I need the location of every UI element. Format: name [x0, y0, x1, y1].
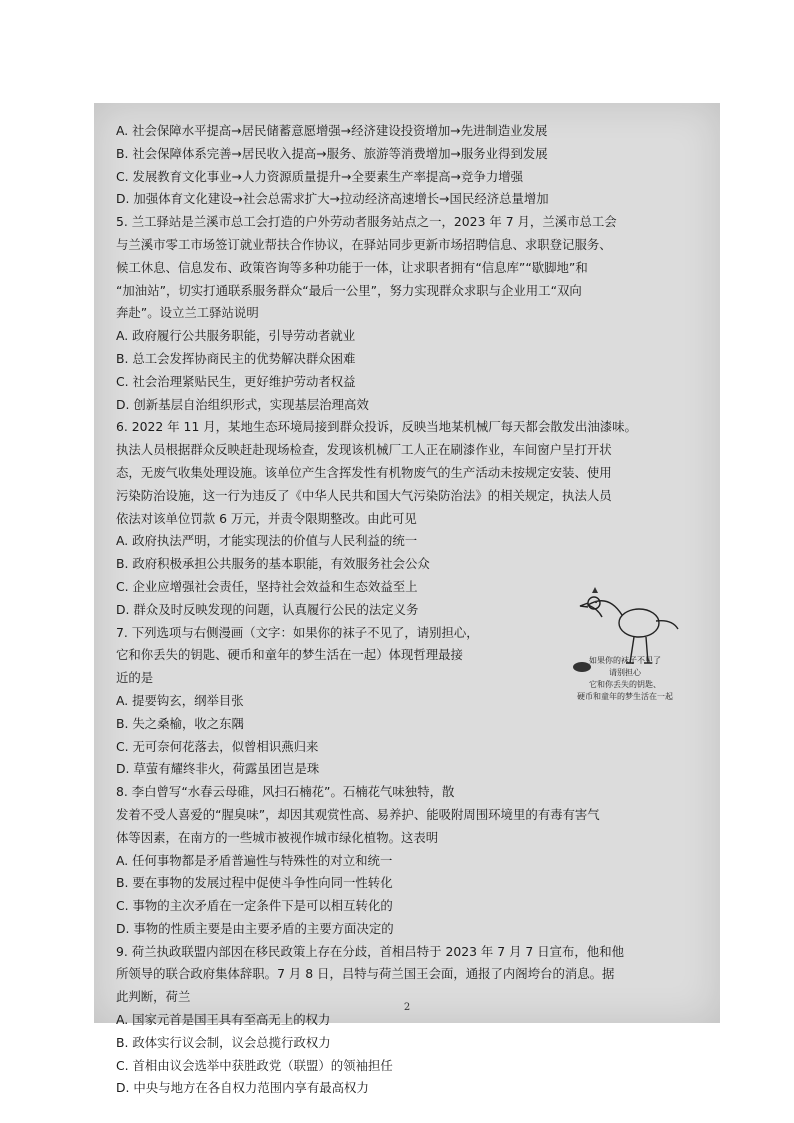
comic-caption: [540, 655, 710, 703]
question-stem-line: 与兰溪市零工市场签订就业帮扶合作协议，在驿站同步更新市场招聘信息、求职登记服务、: [116, 236, 612, 252]
question-8: [116, 781, 716, 941]
question-stem-line: 5. 兰工驿站是兰溪市总工会打造的户外劳动者服务站点之一，2023 年 7 月，兰溪市总工会: [116, 214, 617, 230]
question-stem-line: 7. 下列选项与右侧漫画（文字：如果你的袜子不见了，请别担心，: [116, 624, 479, 640]
question-stem-line: 它和你丢失的钥匙、硬币和童年的梦生活在一起）体现哲理最接: [116, 647, 463, 663]
option-d: D. 中央与地方在各自权力范围内享有最高权力: [116, 1080, 369, 1096]
option-b: B. 失之桑榆，收之东隅: [116, 715, 244, 731]
option-c: C. 事物的主次矛盾在一定条件下是可以相互转化的: [116, 898, 393, 914]
question-9: [116, 941, 716, 1101]
question-stem-line: 污染防治设施，这一行为违反了《中华人民共和国大气污染防治法》的相关规定，执法人员: [116, 487, 612, 503]
question-stem-line: 依法对该单位罚款 6 万元，并责令限期整改。由此可见: [116, 510, 417, 526]
comic-caption-line: 请别担心: [609, 668, 641, 677]
question-stem-line: “加油站”，切实打通联系服务群众“最后一公里”，努力实现群众求职与企业用工“双向: [116, 282, 582, 298]
question-stem-line: 体等因素，在南方的一些城市被视作城市绿化植物。这表明: [116, 829, 439, 845]
question-stem-line: 发着不受人喜爱的“腥臭味”，却因其观赏性高、易养护、能吸附周围环境里的有毒有害气: [116, 806, 600, 822]
option-c: C. 无可奈何花落去，似曾相识燕归来: [116, 738, 319, 754]
question-stem-line: 近的是: [116, 670, 154, 686]
page-number: 2: [403, 1002, 411, 1013]
comic-caption-line: 如果你的袜子不见了: [589, 656, 661, 665]
question-stem-line: 奔赴”。设立兰工驿站说明: [116, 305, 259, 321]
option-c: C. 发展教育文化事业→人力资源质量提升→全要素生产率提高→竞争力增强: [116, 168, 524, 184]
option-b: B. 总工会发挥协商民主的优势解决群众困难: [116, 350, 356, 366]
option-c: C. 社会治理紧贴民生，更好维护劳动者权益: [116, 373, 356, 389]
option-d: D. 事物的性质主要是由主要矛盾的主要方面决定的: [116, 920, 394, 936]
option-d: D. 加强体育文化建设→社会总需求扩大→拉动经济高速增长→国民经济总量增加: [116, 191, 549, 207]
question-5: [116, 211, 716, 416]
option-a: A. 社会保障水平提高→居民储蓄意愿增强→经济建设投资增加→先进制造业发展: [116, 123, 548, 138]
question-stem-line: 6. 2022 年 11 月，某地生态环境局接到群众投诉，反映当地某机械厂每天都会散发出油漆味。: [116, 419, 637, 435]
question-stem-line: 此判断，荷兰: [116, 989, 191, 1005]
prev-question-options: [116, 120, 716, 211]
option-c: C. 首相由议会选举中获胜政党（联盟）的领袖担任: [116, 1057, 393, 1073]
option-a: A. 任何事物都是矛盾普遍性与特殊性的对立和统一: [116, 852, 393, 868]
option-a: A. 国家元首是国王具有至高无上的权力: [116, 1012, 331, 1028]
question-stem-line: 候工休息、信息发布、政策咨询等多种功能于一体，让求职者拥有“信息库”“歇脚地”和: [116, 259, 588, 275]
option-b: B. 政府积极承担公共服务的基本职能，有效服务社会公众: [116, 556, 430, 572]
option-b: B. 要在事物的发展过程中促使斗争性向同一性转化: [116, 875, 393, 891]
question-stem-line: 执法人员根据群众反映赶赴现场检查，发现该机械厂工人正在刷漆作业，车间窗户呈打开状: [116, 442, 612, 458]
option-a: A. 政府履行公共服务职能，引导劳动者就业: [116, 328, 356, 344]
option-d: D. 草萤有耀终非火，荷露虽团岂是珠: [116, 761, 320, 777]
option-d: D. 群众及时反映发现的问题，认真履行公民的法定义务: [116, 601, 419, 617]
option-a: A. 政府执法严明，才能实现法的价值与人民利益的统一: [116, 533, 418, 549]
option-b: B. 社会保障体系完善→居民收入提高→服务、旅游等消费增加→服务业得到发展: [116, 145, 548, 161]
question-stem-line: 8. 李白曾写“水春云母碓，风扫石楠花”。石楠花气味独特，散: [116, 784, 455, 800]
option-d: D. 创新基层自治组织形式，实现基层治理高效: [116, 396, 369, 412]
option-b: B. 政体实行议会制，议会总揽行政权力: [116, 1034, 331, 1050]
option-a: A. 提要钩玄，纲举目张: [116, 692, 244, 708]
comic-caption-line: 它和你丢失的钥匙、: [589, 680, 661, 689]
question-stem-line: 9. 荷兰执政联盟内部因在移民政策上存在分歧，首相吕特于 2023 年 7 月 7 日宣布，他和他: [116, 943, 624, 959]
question-stem-line: 所领导的联合政府集体辞职。7 月 8 日，吕特与荷兰国王会面，通报了内阁垮台的消息。据: [116, 966, 615, 982]
exam-paper-sheet: [94, 103, 720, 1096]
question-stem-line: 态，无废气收集处理设施。该单位产生含挥发性有机物废气的生产活动未按规定安装、使用: [116, 464, 612, 480]
option-c: C. 企业应增强社会责任，坚持社会效益和生态效益至上: [116, 578, 418, 594]
comic-caption-line: 硬币和童年的梦生活在一起: [577, 692, 673, 701]
